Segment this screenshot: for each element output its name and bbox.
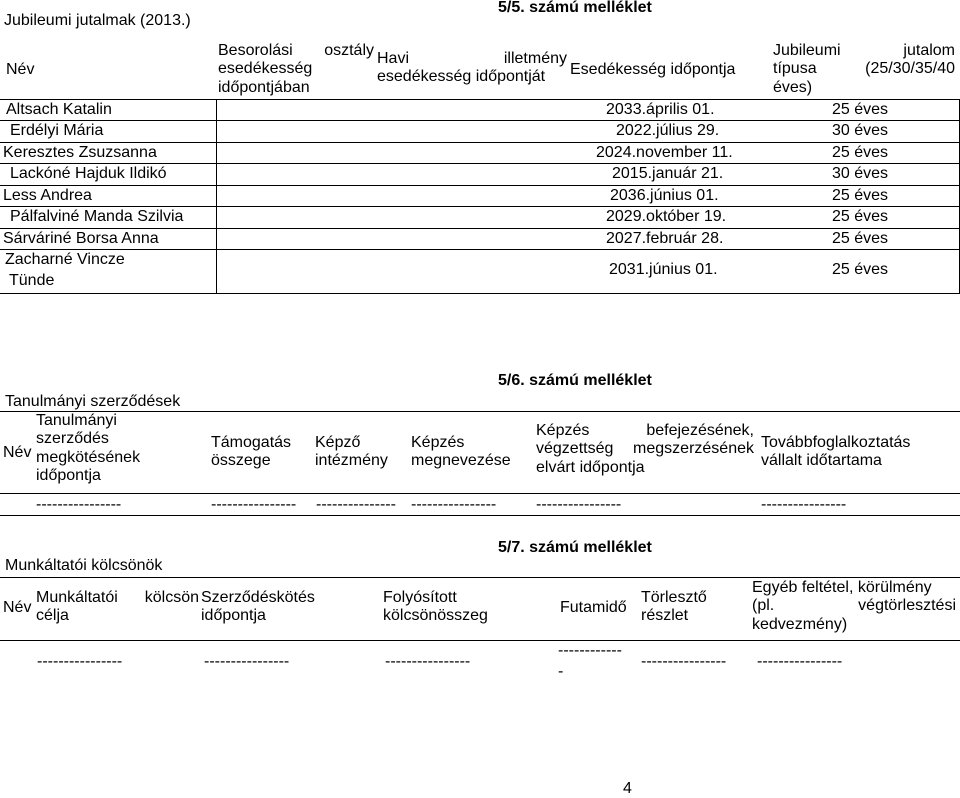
empty-cell: ----------------	[757, 653, 843, 670]
table-row	[0, 642, 960, 684]
table-rule	[0, 411, 960, 412]
header-besorolas	[218, 42, 374, 97]
row-name: Tünde	[9, 272, 55, 289]
empty-cell: -	[558, 663, 564, 680]
header-text: végzettség	[536, 440, 614, 458]
empty-cell: ----------------	[37, 653, 123, 670]
header-text: végtörlesztési	[858, 597, 956, 615]
header-tamogatas	[211, 434, 291, 471]
row-date: 2022.július 29.	[616, 122, 720, 139]
table-row	[0, 165, 960, 185]
header-nev: Név	[6, 61, 35, 78]
header-text: megkötésének	[36, 448, 141, 466]
table-row	[0, 122, 960, 142]
row-date: 2029.október 19.	[606, 208, 727, 225]
header-text: Képzés	[536, 422, 590, 439]
row-date: 2024.november 11.	[596, 144, 733, 161]
header-text: megszerzésének	[633, 440, 754, 458]
header-text: Munkáltatói	[36, 589, 118, 606]
row-name: Keresztes Zsuzsanna	[3, 144, 157, 161]
header-folyositott	[383, 589, 488, 626]
row-type: 25 éves	[832, 208, 889, 225]
table-row	[0, 251, 960, 293]
header-text: esedékesség időpontját	[377, 68, 546, 86]
s1-title: Jubileumi jutalmak (2013.)	[4, 12, 191, 29]
table-row	[0, 144, 960, 164]
s3-title: Munkáltatói kölcsönök	[5, 557, 163, 574]
header-befejezes	[536, 422, 754, 477]
header-text: jutalom	[903, 42, 955, 59]
table-rule	[0, 99, 960, 100]
row-type: 25 éves	[832, 230, 889, 247]
header-text: intézmény	[315, 452, 388, 470]
row-name: Altsach Katalin	[6, 101, 112, 118]
header-text: Törlesztő	[641, 589, 707, 606]
header-text: szerződés	[36, 430, 109, 448]
header-kepzo	[315, 434, 388, 471]
page-number: 4	[623, 780, 632, 797]
header-text: (pl.	[752, 597, 775, 615]
header-text: kedvezmény)	[752, 615, 848, 633]
header-text: Továbbfoglalkoztatás	[761, 434, 911, 451]
header-text: (25/30/35/40	[865, 60, 955, 78]
row-name: Erdélyi Mária	[10, 122, 104, 139]
row-name: Lackóné Hajduk Ildikó	[10, 165, 167, 182]
header-text: típusa	[773, 60, 817, 78]
header-esedekesseg: Esedékesség időpontja	[570, 61, 736, 78]
header-text: Képzés	[411, 434, 465, 451]
table-row	[0, 208, 960, 228]
header-text: időpontja	[36, 467, 101, 485]
header-nev: Név	[3, 599, 32, 616]
header-text: osztály	[324, 42, 374, 59]
header-text: időpontja	[201, 607, 266, 625]
s1-annex-label: 5/5. számú melléklet	[498, 0, 652, 16]
header-nev: Név	[3, 444, 32, 461]
header-text: Támogatás	[211, 434, 292, 451]
header-tanulmanyi	[36, 412, 140, 486]
header-text: Besorolási	[218, 42, 293, 59]
row-date: 2027.február 28.	[606, 230, 724, 247]
empty-cell: ----------------	[411, 496, 497, 513]
table-row	[0, 230, 960, 250]
header-text: Folyósított	[383, 589, 457, 606]
header-tovabb	[761, 434, 910, 471]
table-rule	[0, 515, 960, 516]
header-jubileumi	[773, 42, 955, 97]
table-rule	[0, 185, 960, 186]
header-futamido: Futamidő	[560, 599, 627, 616]
header-text: esedékesség	[218, 60, 313, 78]
header-text: Szerződéskötés	[201, 589, 315, 606]
row-date: 2015.január 21.	[612, 165, 724, 182]
header-text: vállalt időtartama	[761, 452, 882, 470]
table-rule	[0, 293, 960, 294]
empty-cell: ----------------	[536, 496, 622, 513]
row-date: 2036.június 01.	[610, 187, 719, 204]
header-text: Egyéb feltétel, körülmény	[752, 579, 932, 596]
empty-cell: ----------------	[204, 653, 290, 670]
header-kepzes	[411, 434, 511, 471]
table-rule	[0, 493, 960, 494]
row-name: Less Andrea	[3, 187, 92, 204]
header-szerzodeskotes	[201, 589, 315, 626]
header-text: Jubileumi	[773, 42, 841, 59]
header-text: Tanulmányi	[36, 412, 117, 429]
header-text: éves)	[773, 78, 813, 96]
header-havi	[377, 50, 567, 87]
table-row	[0, 187, 960, 207]
empty-cell: ----------------	[641, 653, 727, 670]
s2-title: Tanulmányi szerződések	[5, 393, 181, 410]
header-text: Havi	[377, 50, 410, 67]
table-rule	[0, 142, 960, 143]
row-type: 30 éves	[832, 165, 889, 182]
row-type: 30 éves	[832, 122, 889, 139]
row-date: 2031.június 01.	[609, 261, 718, 278]
header-text: kölcsön	[144, 589, 199, 606]
header-egyeb	[752, 579, 956, 634]
row-type: 25 éves	[832, 144, 889, 161]
row-date: 2033.április 01.	[606, 101, 715, 118]
header-text: megnevezése	[411, 452, 511, 470]
header-munkaltatoi	[36, 589, 199, 626]
row-type: 25 éves	[832, 261, 889, 278]
empty-cell: ---------------	[316, 496, 396, 513]
header-text: célja	[36, 607, 69, 625]
table-row	[0, 496, 960, 514]
empty-cell: ----------------	[211, 496, 297, 513]
header-text: összege	[211, 452, 271, 470]
table-rule	[0, 640, 960, 641]
header-text: időpontjában	[218, 78, 310, 96]
row-name: Sárváriné Borsa Anna	[3, 230, 159, 247]
header-text: Képző	[315, 434, 361, 451]
header-text: kölcsönösszeg	[383, 607, 488, 625]
empty-cell: ----------------	[36, 496, 122, 513]
row-name: Pálfalviné Manda Szilvia	[10, 208, 184, 225]
empty-cell: ----------------	[385, 653, 471, 670]
table-rule	[0, 228, 960, 229]
table-row	[0, 101, 960, 121]
row-type: 25 éves	[832, 101, 889, 118]
header-text: illetmény	[503, 50, 567, 67]
s3-annex-label: 5/7. számú melléklet	[498, 539, 652, 556]
row-name: Zacharné Vincze	[5, 251, 125, 268]
empty-cell: ------------	[558, 642, 622, 659]
header-text: elvárt időpontja	[536, 458, 645, 476]
s2-annex-label: 5/6. számú melléklet	[498, 372, 652, 389]
row-type: 25 éves	[832, 187, 889, 204]
header-text: részlet	[641, 607, 689, 625]
header-text: befejezésének,	[646, 422, 754, 439]
table-rule	[0, 577, 960, 578]
empty-cell: ----------------	[761, 496, 847, 513]
header-torleszto	[641, 589, 707, 626]
